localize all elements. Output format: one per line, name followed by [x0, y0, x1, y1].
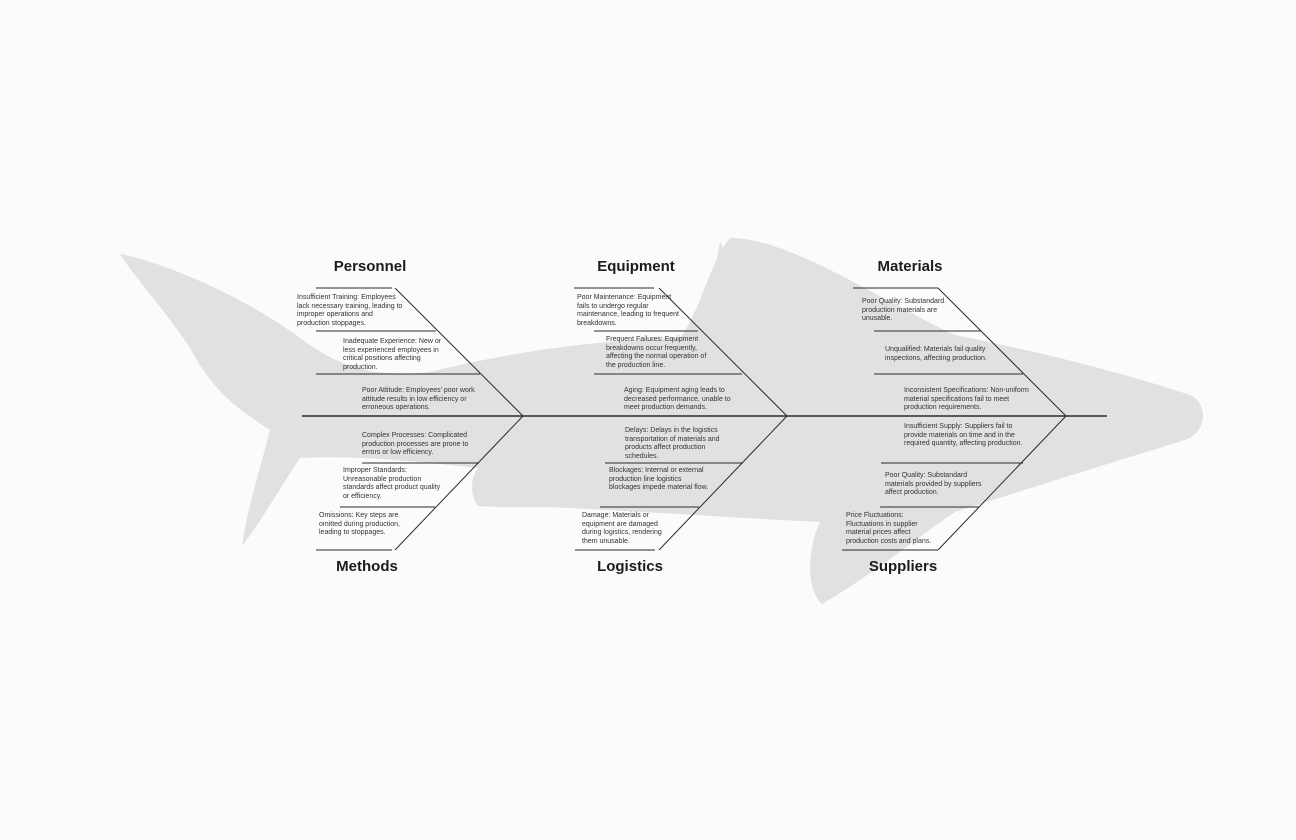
cause-materials-2: Unqualified: Materials fail quality inspections, affecting production.	[885, 346, 987, 362]
cause-logistics-2: Blockages: Internal or external production line logistics blockages impede material flow.	[609, 467, 709, 492]
cause-personnel-1: Insufficient Training: Employees lack necessary training, leading to improper operations and production stoppages.	[297, 294, 403, 327]
category-title-materials: Materials	[877, 258, 943, 275]
cause-methods-1: Complex Processes: Complicated production processes are prone to errors or low efficiency.	[362, 432, 469, 457]
category-title-methods: Methods	[336, 558, 398, 575]
cause-methods-2: Improper Standards: Unreasonable production standards affect product quality or efficiency.	[343, 467, 441, 500]
cause-suppliers-1: Insufficient Supply: Suppliers fail to provide materials on time and in the required quantity, affecting production.	[904, 423, 1023, 448]
cause-equipment-3: Aging: Equipment aging leads to decreased performance, unable to meet production demands.	[624, 387, 731, 412]
cause-suppliers-3: Price Fluctuations: Fluctuations in supplier material prices affect production costs and plans.	[846, 512, 932, 545]
cause-materials-3: Inconsistent Specifications: Non-uniform material specifications fail to meet production requirements.	[904, 387, 1029, 412]
cause-materials-1: Poor Quality: Substandard production materials are unusable.	[862, 298, 945, 323]
cause-logistics-3: Damage: Materials or equipment are damaged during logistics, rendering them unusable.	[582, 512, 662, 545]
category-title-suppliers: Suppliers	[868, 558, 938, 575]
shark-silhouette	[120, 238, 1203, 604]
category-title-personnel: Personnel	[333, 258, 407, 275]
cause-equipment-2: Frequent Failures: Equipment breakdowns occur frequently, affecting the normal operation of the production line.	[606, 336, 707, 369]
cause-personnel-3: Poor Attitude: Employees' poor work attitude results in low efficiency or erroneous operations.	[362, 387, 475, 412]
cause-personnel-2: Inadequate Experience: New or less experienced employees in critical positions affecting production.	[343, 338, 442, 371]
cause-equipment-1: Poor Maintenance: Equipment fails to undergo regular maintenance, leading to frequent breakdowns.	[577, 294, 679, 327]
cause-logistics-1: Delays: Delays in the logistics transportation of materials and products affect production schedules.	[625, 427, 720, 460]
category-title-equipment: Equipment	[597, 258, 675, 275]
cause-suppliers-2: Poor Quality: Substandard materials provided by suppliers affect production.	[885, 472, 982, 497]
shark-body	[120, 238, 1203, 604]
category-title-logistics: Logistics	[597, 558, 663, 575]
cause-methods-3: Omissions: Key steps are omitted during production, leading to stoppages.	[319, 512, 400, 537]
